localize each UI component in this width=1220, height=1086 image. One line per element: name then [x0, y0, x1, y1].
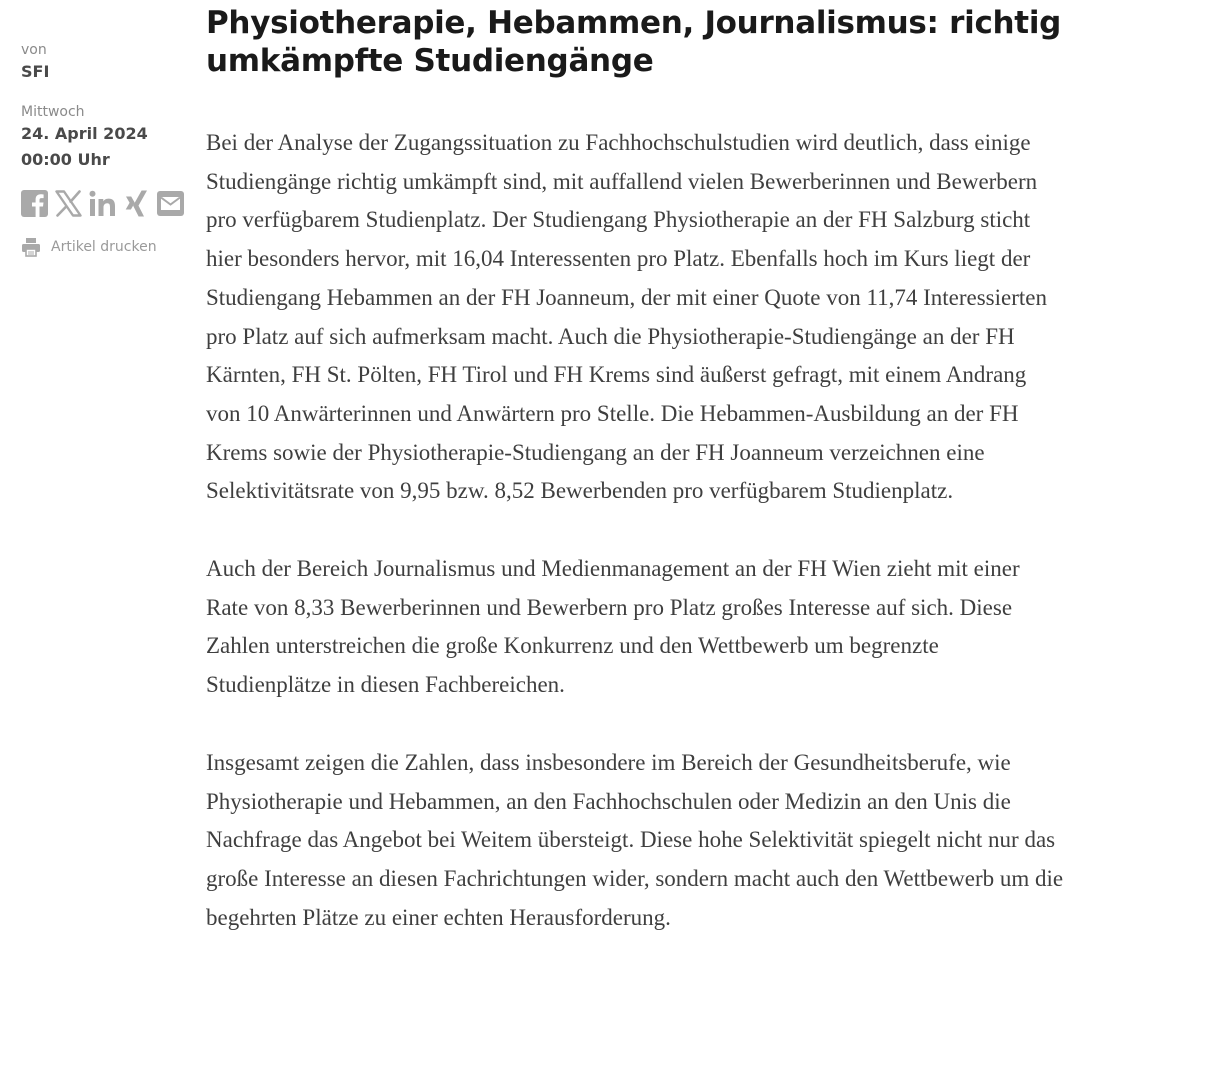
- xing-icon[interactable]: [123, 190, 150, 217]
- article-body: [206, 4, 1066, 976]
- printer-icon: [21, 237, 41, 257]
- article-sidebar: [21, 41, 191, 257]
- article-paragraph: Insgesamt zeigen die Zahlen, dass insbesondere im Bereich der Gesundheitsberufe, wie Physiotherapie und Hebammen, an den Fachhochschulen oder Medizin an den Unis die Nachfrage das Angebot bei Weitem übersteigt. Diese hohe Selektivität spiegelt nicht nur das große Interesse an diesen Fachrichtungen wider, sondern macht auch den Wettbewerb um die begehrten Plätze zu einer echten Herausforderung.: [206, 749, 1064, 930]
- email-icon[interactable]: [157, 190, 184, 217]
- publish-time: 00:00 Uhr: [21, 150, 110, 169]
- publish-date: 24. April 2024: [21, 124, 148, 143]
- author-block: [21, 41, 191, 85]
- linkedin-icon[interactable]: [89, 190, 116, 217]
- article-paragraph: Bei der Analyse der Zugangssituation zu Fachhochschulstudien wird deutlich, dass einige Studiengänge richtig umkämpft sind, mit auffallend vielen Bewerberinnen und Bewerbern pro verfügbarem Studienplatz. Der Studiengang Physiotherapie an der FH Salzburg sticht hier besonders hervor, mit 16,04 Interessenten pro Platz. Ebenfalls hoch im Kurs liegt der Studiengang Hebammen an der FH Joanneum, der mit einer Quote von 11,74 Interessierten pro Platz auf sich aufmerksam macht. Auch die Physiotherapie-Studiengänge an der FH Kärnten, FH St. Pölten, FH Tirol und FH Krems sind äußerst gefragt, mit einem Andrang von 10 Anwärterinnen und Anwärtern pro Stelle. Die Hebammen-Ausbildung an der FH Krems sowie der Physiotherapie-Studiengang an der FH Joanneum verzeichnen eine Selektivitätsrate von 9,95 bzw. 8,52 Bewerbenden pro verfügbarem Studienplatz.: [206, 130, 1047, 504]
- share-bar: [21, 189, 191, 217]
- print-label: Artikel drucken: [51, 239, 157, 255]
- article-paragraph: Auch der Bereich Journalismus und Medienmanagement an der FH Wien zieht mit einer Rate von 8,33 Bewerberinnen und Bewerbern pro Platz großes Interesse auf sich. Diese Zahlen unterstreichen die große Konkurrenz und den Wettbewerb um begrenzte Studienplätze in diesen Fachbereichen.: [206, 556, 1020, 698]
- author-name: SFI: [21, 62, 50, 81]
- weekday-label: Mittwoch: [21, 104, 85, 120]
- x-twitter-icon[interactable]: [55, 190, 82, 217]
- facebook-icon[interactable]: [21, 190, 48, 217]
- article-headline: Physiotherapie, Hebammen, Journalismus: richtig umkämpfte Studiengänge: [206, 5, 1062, 79]
- print-article-button[interactable]: [21, 237, 191, 257]
- date-block: [21, 103, 191, 173]
- author-label: von: [21, 42, 47, 58]
